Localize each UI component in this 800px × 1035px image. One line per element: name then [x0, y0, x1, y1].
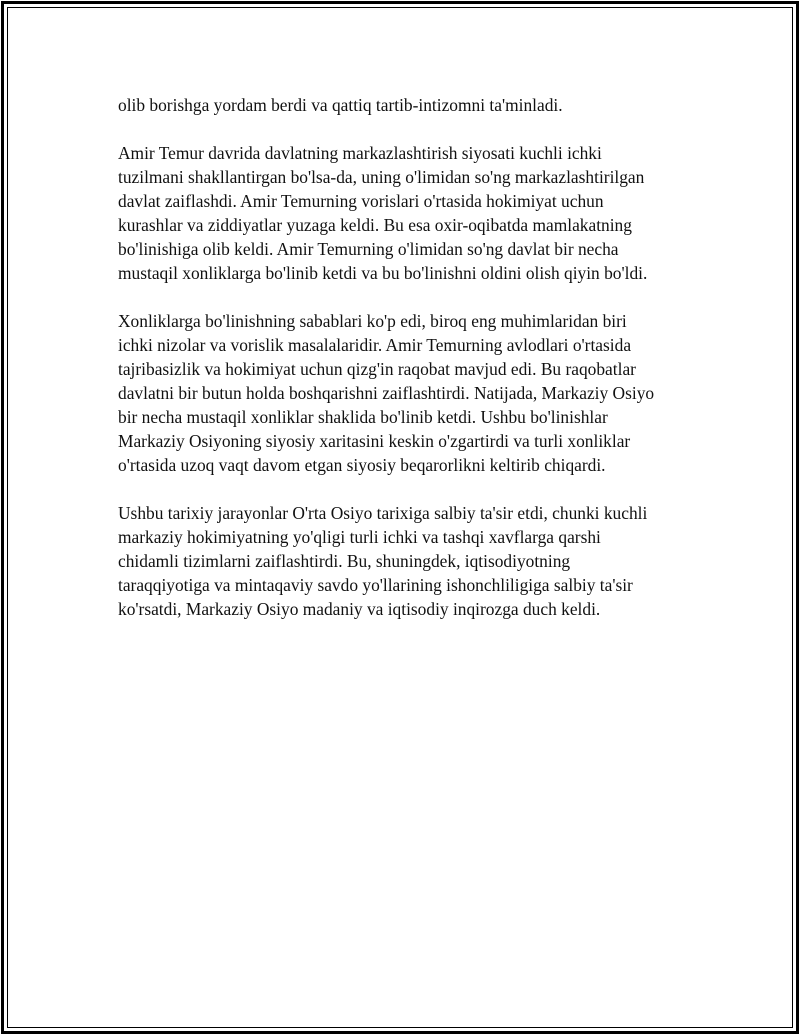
paragraph-1: olib borishga yordam berdi va qattiq tartib-intizomni ta'minladi. — [118, 95, 563, 115]
paragraph-4: Ushbu tarixiy jarayonlar O'rta Osiyo tarixiga salbiy ta'sir etdi, chunki kuchli markaziy hokimiyatning yo'qligi turli ichki va tashqi xavflarga qarshi chidamli tizimlarni zaiflashtirdi. Bu, shuningdek, iqtisodiyotning taraqqiyotiga va mintaqaviy savdo yo'llarining ishonchliligiga salbiy ta'sir ko'rsatdi, Markaziy Osiyo madaniy va iqtisodiy inqirozga duch keldi. — [118, 503, 648, 619]
paragraph-2: Amir Temur davrida davlatning markazlashtirish siyosati kuchli ichki tuzilmani shakllantirgan bo'lsa-da, uning o'limidan so'ng markazlashtirilgan davlat zaiflashdi. Amir Temurning vorislari o'rtasida hokimiyat uchun kurashlar va ziddiyatlar yuzaga keldi. Bu esa oxir-oqibatda mamlakatning bo'linishiga olib keldi. Amir Temurning o'limidan so'ng davlat bir necha mustaqil xonliklarga bo'linib ketdi va bu bo'linishni oldini olish qiyin bo'ldi. — [118, 143, 648, 283]
document-body — [118, 93, 690, 645]
paragraph-3: Xonliklarga bo'linishning sabablari ko'p edi, biroq eng muhimlaridan biri ichki nizolar va vorislik masalalaridir. Amir Temurning avlodlari o'rtasida tajribasizlik va hokimiyat uchun qizg'in raqobat mavjud edi. Bu raqobatlar davlatni bir butun holda boshqarishni zaiflashtirdi. Natijada, Markaziy Osiyo bir necha mustaqil xonliklar shaklida bo'linib ketdi. Ushbu bo'linishlar Markaziy Osiyoning siyosiy xaritasini keskin o'zgartirdi va turli xonliklar o'rtasida uzoq vaqt davom etgan siyosiy beqarorlikni keltirib chiqardi. — [118, 311, 655, 475]
